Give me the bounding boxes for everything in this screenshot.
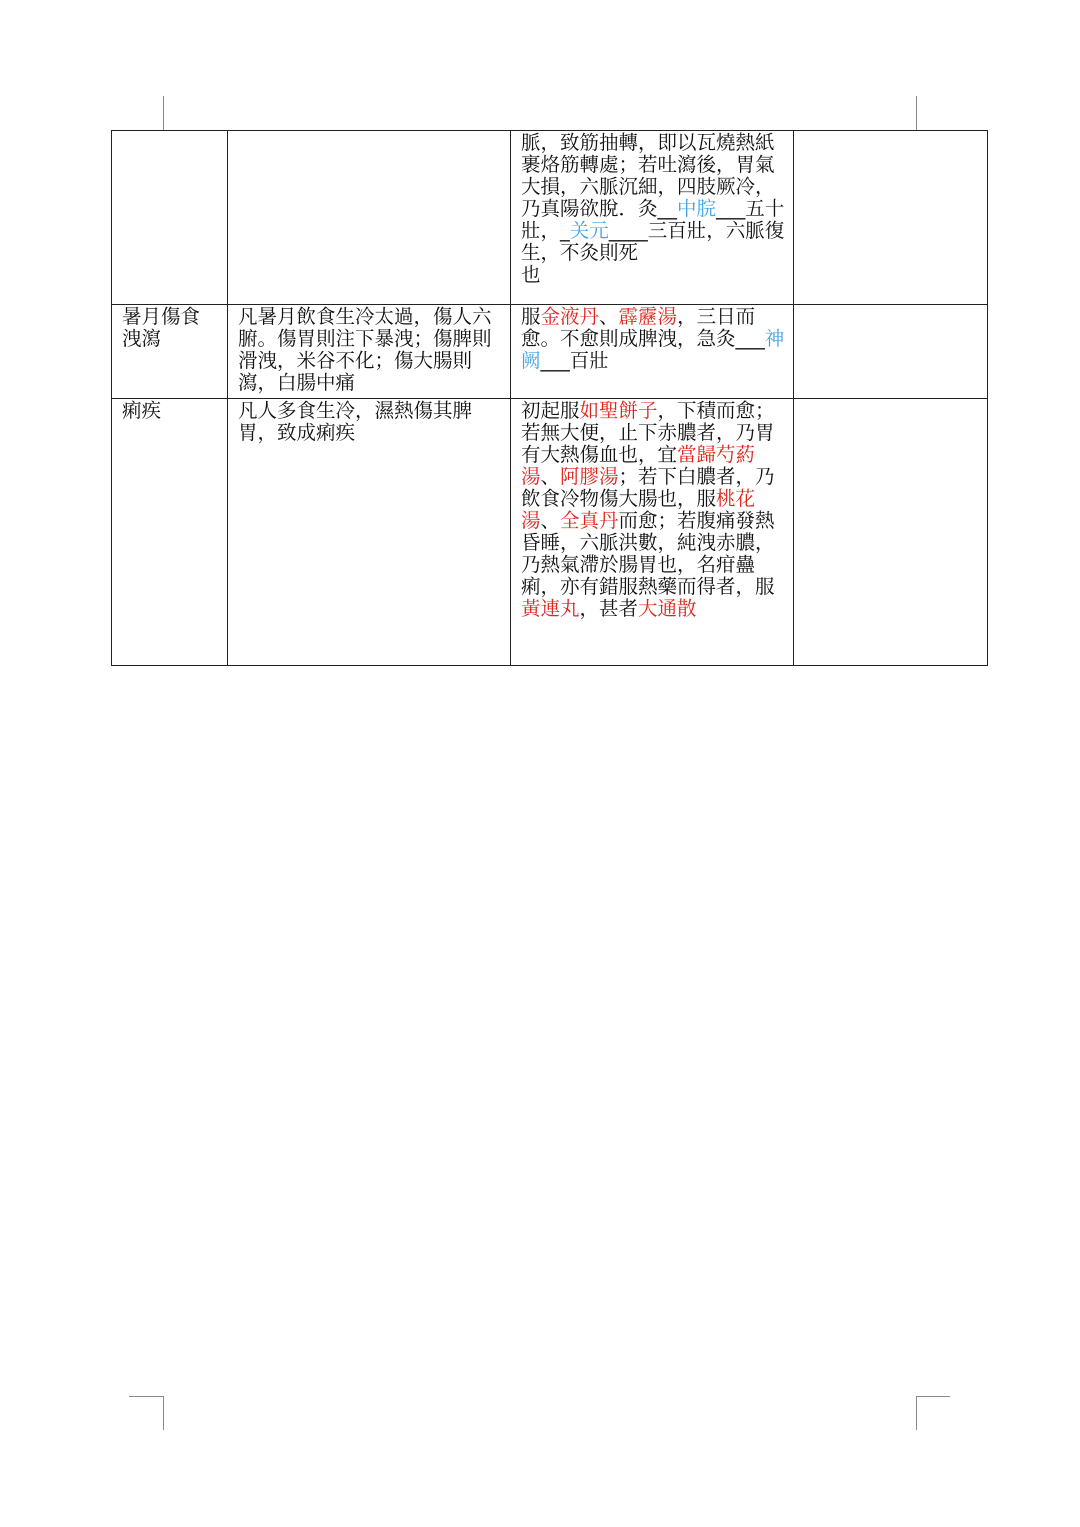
cell-cause — [228, 131, 511, 305]
treatment-text: ；若下白膿者，乃飲食冷物傷大腸也，服 — [521, 465, 775, 510]
crop-mark-bottom-right-h — [916, 1396, 950, 1397]
acupoint-name: 神阙 — [521, 327, 785, 372]
remedy-name: 當歸芍葯湯 — [521, 443, 756, 488]
crop-mark-bottom-left-v — [163, 1396, 164, 1430]
cell-treatment — [511, 399, 794, 666]
cell-condition-name: 暑月傷食洩瀉 — [112, 305, 228, 399]
treatment-text: ，下積而愈；若無大便，止下赤膿者，乃胃有大熱傷血也，宜 — [521, 399, 775, 466]
treatment-text: ，甚者 — [579, 597, 639, 620]
cell-notes — [794, 399, 988, 666]
treatment-text: 脈，致筋抽轉，即以瓦燒熱紙裹烙筋轉處；若吐瀉後，胃氣大損，六脈沉細，四肢厥冷，乃真陽欲脫．灸__ — [521, 131, 775, 220]
remedy-name: 金液丹 — [540, 305, 600, 328]
cell-condition-name: 痢疾 — [112, 399, 228, 666]
treatment-text: 、 — [540, 465, 561, 488]
remedy-name: 全真丹 — [560, 509, 619, 532]
crop-mark-top-right — [916, 96, 917, 130]
treatment-text: ____三百壯，六脈復生，不灸則死 — [521, 219, 785, 264]
treatment-text: 而愈；若腹痛發熱昏睡，六脈洪數，純洩赤膿，乃熱氣滯於腸胃也，名疳蠱痢，亦有錯服熱藥而得者，服 — [521, 509, 775, 598]
crop-mark-bottom-right-v — [916, 1396, 917, 1430]
treatment-text: ___五十壯，_ — [521, 197, 785, 242]
cell-cause: 凡人多食生冷，濕熱傷其脾胃，致成痢疾 — [228, 399, 511, 666]
table-row — [112, 305, 988, 399]
remedy-name: 阿膠湯 — [560, 465, 619, 488]
treatment-table — [111, 130, 988, 666]
treatment-text: 服 — [521, 305, 541, 328]
cell-treatment — [511, 305, 794, 399]
treatment-text: 、 — [599, 305, 619, 328]
remedy-name: 大通散 — [638, 597, 697, 620]
cell-notes — [794, 305, 988, 399]
cell-treatment — [511, 131, 794, 305]
acupoint-name: 中脘 — [677, 197, 717, 220]
treatment-text: ，三日而愈。不愈則成脾洩，急灸___ — [521, 305, 765, 350]
treatment-text: 初起服 — [521, 399, 580, 422]
acupoint-name: 关元 — [569, 219, 609, 242]
remedy-name: 霹靂湯 — [618, 305, 678, 328]
table-row — [112, 131, 988, 305]
remedy-name: 黃連丸 — [521, 597, 580, 620]
remedy-name: 如聖餅子 — [579, 399, 658, 422]
cell-condition-name — [112, 131, 228, 305]
table-row — [112, 399, 988, 666]
cell-notes — [794, 131, 988, 305]
treatment-text: 、 — [540, 509, 561, 532]
remedy-name: 桃花湯 — [521, 487, 756, 532]
treatment-text: ___百壯 — [540, 349, 609, 372]
cell-cause: 凡暑月飲食生冷太過，傷人六腑。傷胃則注下暴洩；傷脾則滑洩，米谷不化；傷大腸則瀉，白腸中痛 — [228, 305, 511, 399]
crop-mark-bottom-left-h — [129, 1396, 163, 1397]
treatment-text: 也 — [521, 263, 541, 286]
crop-mark-top-left — [163, 96, 164, 130]
